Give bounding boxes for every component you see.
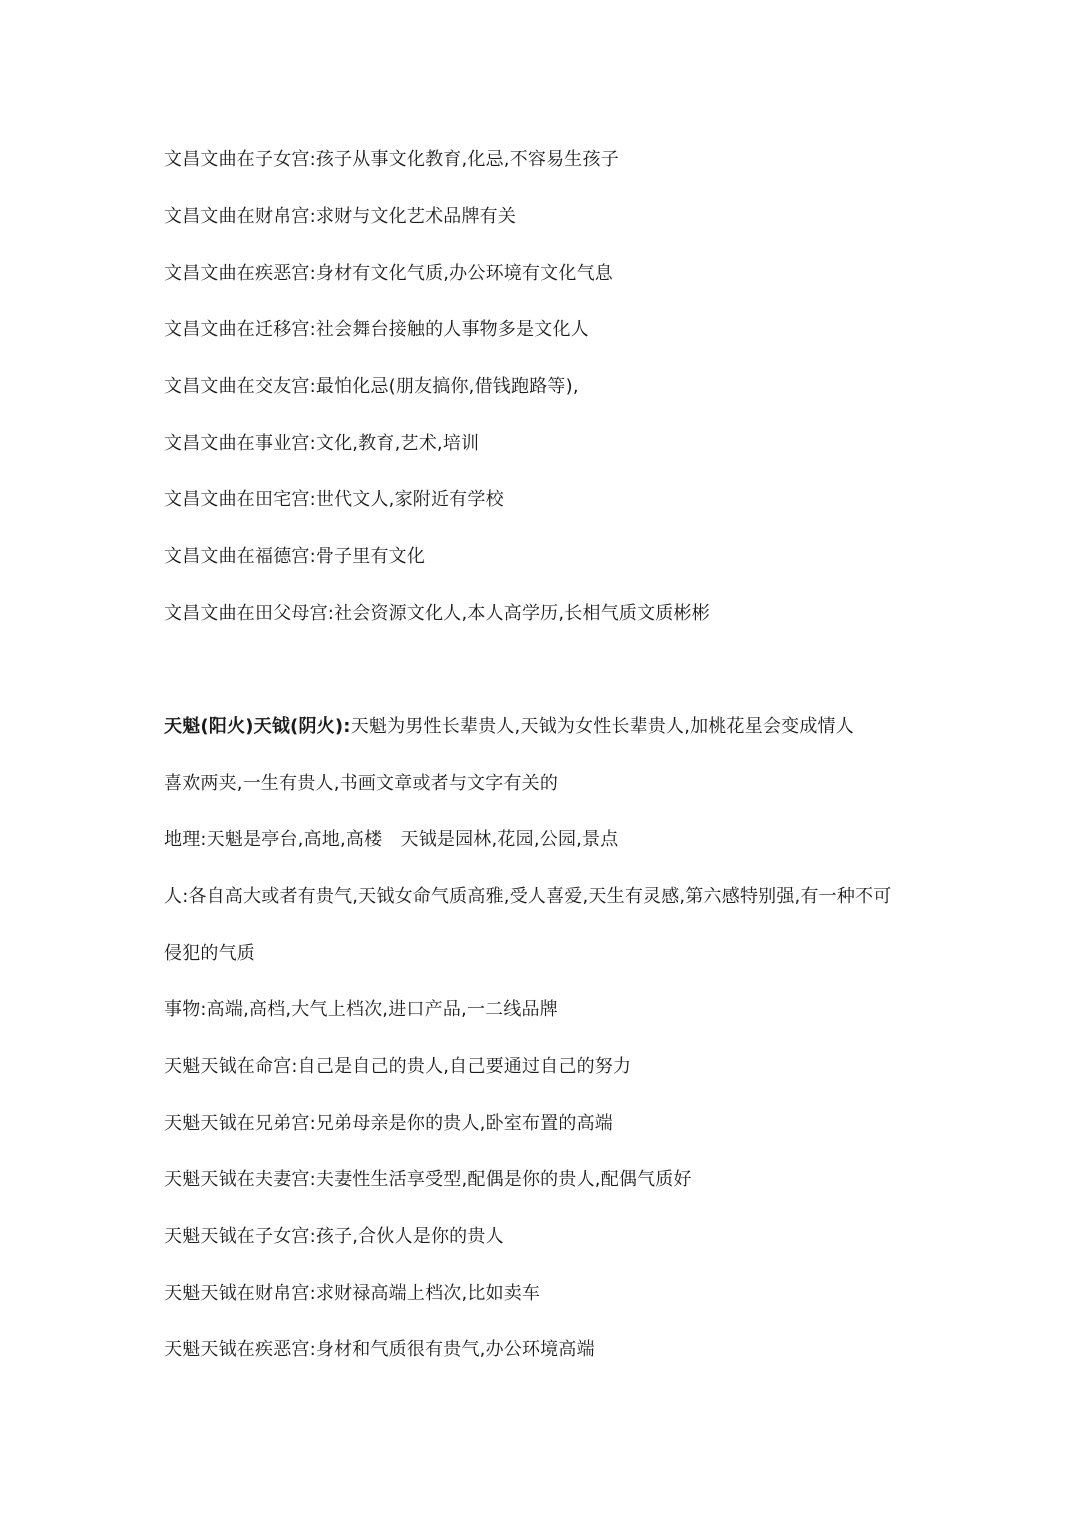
text-line: 文昌文曲在迁移宫:社会舞台接触的人事物多是文化人 bbox=[164, 319, 589, 340]
section-heading bbox=[164, 715, 854, 739]
text-line: 文昌文曲在疾恶宫:身材有文化气质,办公环境有文化气息 bbox=[164, 263, 613, 284]
text-line: 喜欢两夹,一生有贵人,书画文章或者与文字有关的 bbox=[164, 773, 559, 794]
text-line: 天魁天钺在疾恶宫:身材和气质很有贵气,办公环境高端 bbox=[164, 1339, 595, 1360]
heading-text: 天魁为男性长辈贵人,天钺为女性长辈贵人,加桃花星会变成情人 bbox=[350, 716, 854, 737]
text-line: 地理:天魁是亭台,高地,高楼 天钺是园林,花园,公园,景点 bbox=[164, 829, 619, 850]
text-line: 天魁天钺在子女宫:孩子,合伙人是你的贵人 bbox=[164, 1226, 504, 1247]
text-line: 人:各自高大或者有贵气,天钺女命气质高雅,受人喜爱,天生有灵感,第六感特别强,有一种不可 bbox=[164, 886, 892, 907]
text-line: 文昌文曲在事业宫:文化,教育,艺术,培训 bbox=[164, 433, 480, 454]
text-line: 文昌文曲在子女宫:孩子从事文化教育,化忌,不容易生孩子 bbox=[164, 149, 619, 170]
text-line: 天魁天钺在夫妻宫:夫妻性生活享受型,配偶是你的贵人,配偶气质好 bbox=[164, 1169, 692, 1190]
text-line: 文昌文曲在福德宫:骨子里有文化 bbox=[164, 546, 426, 567]
text-line: 文昌文曲在田宅宫:世代文人,家附近有学校 bbox=[164, 489, 504, 510]
text-line: 文昌文曲在财帛宫:求财与文化艺术品牌有关 bbox=[164, 206, 517, 227]
text-line: 天魁天钺在命宫:自己是自己的贵人,自己要通过自己的努力 bbox=[164, 1056, 632, 1077]
text-line: 文昌文曲在田父母宫:社会资源文化人,本人高学历,长相气质文质彬彬 bbox=[164, 603, 710, 624]
text-line: 侵犯的气质 bbox=[164, 943, 255, 964]
text-line: 天魁天钺在财帛宫:求财禄高端上档次,比如卖车 bbox=[164, 1283, 541, 1304]
text-line: 文昌文曲在交友宫:最怕化忌(朋友搞你,借钱跑路等), bbox=[164, 376, 579, 397]
heading-bold-text: 天魁(阳火)天钺(阴火): bbox=[164, 716, 351, 737]
text-line: 天魁天钺在兄弟宫:兄弟母亲是你的贵人,卧室布置的高端 bbox=[164, 1113, 613, 1134]
text-line: 事物:高端,高档,大气上档次,进口产品,一二线品牌 bbox=[164, 999, 558, 1020]
